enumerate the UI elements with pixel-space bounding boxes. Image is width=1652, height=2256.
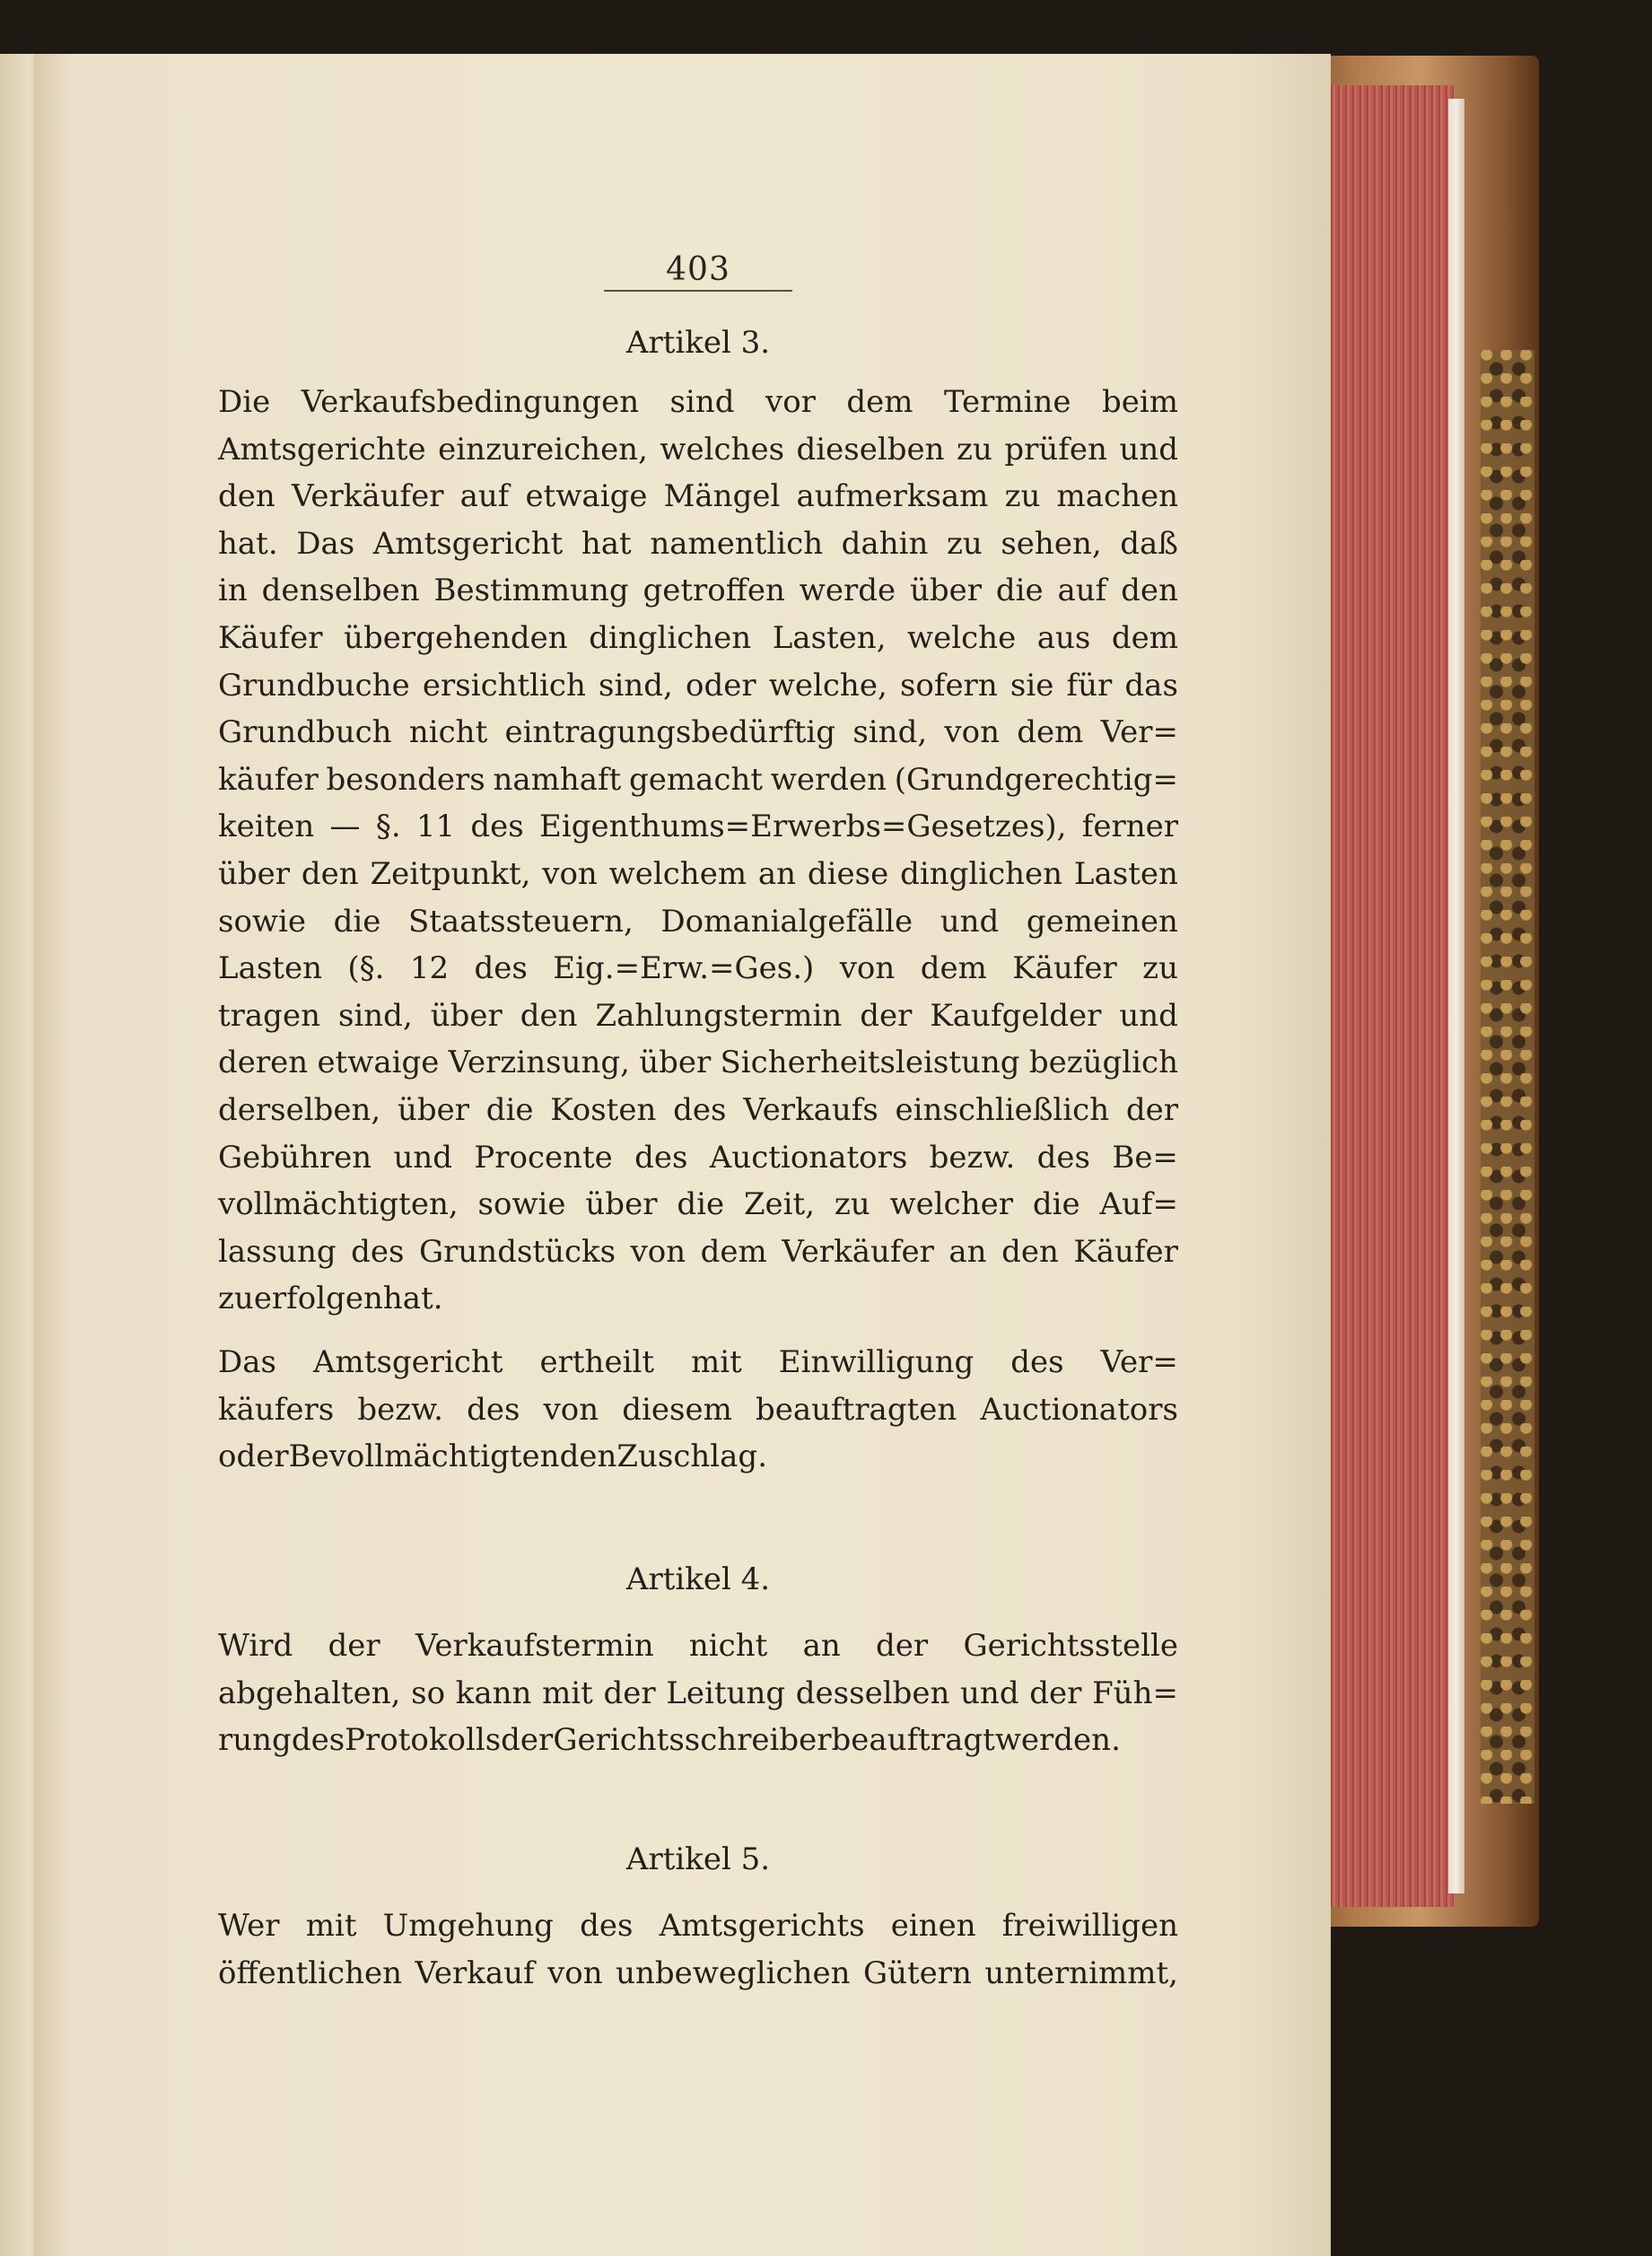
word: Verzinsung,	[448, 1045, 630, 1081]
word: Mängel	[663, 478, 781, 515]
word: sind,	[852, 714, 928, 751]
word: über	[585, 1186, 658, 1223]
word: diesem	[622, 1391, 732, 1428]
word: Protokolls	[345, 1722, 502, 1759]
word: den	[1001, 1233, 1059, 1270]
word: Amtsgerichte	[218, 431, 426, 468]
word: Amtsgericht	[312, 1344, 503, 1380]
word: des	[580, 1908, 634, 1944]
text-line	[218, 709, 1178, 756]
word: sowie	[218, 903, 307, 940]
word: Das	[218, 1344, 276, 1380]
word: dinglichen	[589, 619, 752, 656]
word: an	[802, 1628, 841, 1664]
word: Lasten	[218, 950, 322, 987]
word: von	[542, 855, 598, 892]
word: etwaige	[317, 1045, 440, 1081]
word: in	[218, 573, 248, 609]
word: Gerichtsschreiber	[553, 1722, 832, 1759]
word: Eigenthums=Erwerbs=Gesetzes),	[539, 809, 1067, 845]
word: Staatssteuern,	[407, 903, 634, 940]
word: von	[944, 714, 1000, 751]
word: vollmächtigten,	[218, 1186, 459, 1223]
text-line	[218, 945, 1178, 992]
text-line	[218, 1433, 1178, 1481]
word: erfolgen	[253, 1281, 383, 1317]
word: werde	[799, 573, 896, 609]
text-line	[218, 379, 1178, 426]
text-line	[218, 1670, 1178, 1718]
word: Lasten	[1073, 855, 1178, 892]
text-line	[218, 473, 1178, 520]
word: des	[474, 950, 528, 987]
word: Wird	[218, 1628, 293, 1664]
word: und	[960, 1675, 1019, 1711]
word: gemacht	[629, 761, 764, 798]
text-line	[218, 851, 1178, 898]
word: Grundstücks	[418, 1233, 616, 1270]
word: zu	[218, 1281, 254, 1317]
word: Verkäufer	[782, 1233, 934, 1270]
word: zu	[834, 1186, 870, 1223]
word: und	[940, 903, 1000, 940]
word: einschließlich	[895, 1091, 1110, 1128]
word: Die	[218, 384, 271, 420]
word: einen	[890, 1908, 976, 1944]
word: unternimmt,	[984, 1954, 1178, 1991]
text-line	[218, 1386, 1178, 1434]
text-line	[218, 1087, 1178, 1134]
marbled-cover-pattern	[1481, 350, 1534, 1804]
word: über	[639, 1045, 712, 1081]
word: einzureichen,	[438, 431, 648, 468]
text-line	[218, 1902, 1178, 1950]
article-5-paragraph-1	[218, 1902, 1178, 1997]
word: sind,	[599, 667, 673, 704]
text-line	[218, 803, 1178, 851]
article-3-paragraph-2	[218, 1339, 1178, 1481]
word: dinglichen	[900, 855, 1063, 892]
word: den	[301, 855, 359, 892]
word: Gerichtsstelle	[963, 1628, 1178, 1664]
word: tragen	[218, 997, 320, 1034]
word: Käufer	[1012, 950, 1117, 987]
word: des	[1036, 1139, 1090, 1176]
word: über	[430, 997, 503, 1034]
word: Umgehung	[382, 1908, 554, 1944]
text-line	[218, 520, 1178, 568]
article-5-heading: Artikel 5.	[625, 1841, 771, 1877]
word: Verkäufer	[291, 478, 444, 515]
word: der	[603, 1675, 656, 1711]
word: zu	[957, 431, 992, 468]
word: den	[520, 997, 578, 1034]
word: Kosten	[550, 1091, 657, 1128]
word: Verkaufstermin	[415, 1628, 654, 1664]
word: §.	[375, 809, 401, 845]
word: besonders	[326, 761, 485, 798]
word: Leitung	[666, 1675, 786, 1711]
word: machen	[1056, 478, 1178, 515]
word: Auf=	[1099, 1186, 1178, 1223]
word: den	[1121, 573, 1178, 609]
word: und	[393, 1139, 453, 1176]
word: Zeit,	[743, 1186, 816, 1223]
word: nicht	[408, 714, 488, 751]
text-line	[218, 567, 1178, 615]
word: und	[1119, 431, 1178, 468]
word: das	[1124, 667, 1178, 704]
text-line	[218, 1039, 1178, 1087]
word: an	[948, 1233, 987, 1270]
word: den	[559, 1438, 617, 1475]
word: Verkaufs	[743, 1091, 878, 1128]
word: eintragungsbedürftig	[504, 714, 836, 751]
word: sind	[669, 384, 735, 420]
word: so	[411, 1675, 446, 1711]
word: öffentlichen	[218, 1954, 403, 1991]
word: dem	[1111, 619, 1178, 656]
word: aus	[1036, 619, 1091, 656]
word: Gebühren	[218, 1139, 372, 1176]
text-line	[218, 1181, 1178, 1229]
word: Ver=	[1100, 714, 1178, 751]
word: Lasten,	[772, 619, 887, 656]
word: der	[876, 1628, 929, 1664]
word: Procente	[474, 1139, 613, 1176]
text-line	[218, 662, 1178, 710]
word: gemeinen	[1026, 903, 1178, 940]
word: Amtsgerichts	[659, 1908, 865, 1944]
word: deren	[218, 1045, 309, 1081]
word: zu	[946, 525, 983, 562]
word: von	[547, 1954, 603, 1991]
word: zu	[1142, 950, 1178, 987]
word: Einwilligung	[778, 1344, 975, 1380]
word: lassung	[218, 1233, 337, 1270]
word: zu	[1004, 478, 1041, 515]
word: des	[1010, 1344, 1064, 1380]
red-page-edges	[1326, 85, 1454, 1907]
text-line	[218, 1275, 1178, 1323]
text-line	[218, 898, 1178, 946]
word: die	[677, 1186, 725, 1223]
text-line	[218, 426, 1178, 474]
word: diese	[807, 855, 889, 892]
word: die	[1032, 1186, 1080, 1223]
word: welchem	[608, 855, 747, 892]
article-4-heading: Artikel 4.	[625, 1561, 771, 1597]
word: für	[1066, 667, 1113, 704]
text-line	[218, 1134, 1178, 1182]
word: derselben,	[218, 1091, 381, 1128]
word: prüfen	[1004, 431, 1107, 468]
word: über	[909, 573, 983, 609]
word: beauftragten	[756, 1391, 957, 1428]
word: von	[630, 1233, 686, 1270]
word: —	[329, 809, 361, 845]
word: Eig.=Erw.=Ges.)	[553, 950, 815, 987]
word: (§.	[347, 950, 385, 987]
word: Bevollmächtigten	[288, 1438, 560, 1475]
word: der	[1029, 1675, 1082, 1711]
word: käufers	[218, 1391, 335, 1428]
word: den	[218, 478, 275, 515]
word: Domanialgefälle	[660, 903, 913, 940]
word: Kaufgelder	[930, 997, 1102, 1034]
word: über	[397, 1091, 469, 1128]
text-line	[218, 1339, 1178, 1386]
word: des	[467, 1391, 520, 1428]
word: oder	[218, 1438, 289, 1475]
word: freiwilligen	[1001, 1908, 1178, 1944]
word: sie	[1010, 667, 1054, 704]
word: Grundbuch	[218, 714, 392, 751]
article-3-heading: Artikel 3.	[625, 325, 771, 361]
word: Käufer	[218, 619, 323, 656]
word: nicht	[688, 1628, 768, 1664]
word: Sicherheitsleistung	[720, 1045, 1020, 1081]
word: dieselben	[796, 431, 945, 468]
word: abgehalten,	[218, 1675, 401, 1711]
word: Wer	[218, 1908, 280, 1944]
word: Auctionators	[980, 1391, 1178, 1428]
word: hat.	[382, 1281, 443, 1317]
word: auf	[459, 478, 510, 515]
word: etwaige	[525, 478, 648, 515]
word: Amtsgericht	[372, 525, 564, 562]
article-3-paragraph-1	[218, 379, 1178, 1323]
word: denselben	[261, 573, 420, 609]
word: Auctionators	[709, 1139, 908, 1176]
word: mit	[305, 1908, 357, 1944]
word: kann	[455, 1675, 532, 1711]
page-number-rule	[604, 290, 792, 292]
word: Termine	[943, 384, 1071, 420]
word: Bestimmung	[433, 573, 629, 609]
word: dem	[920, 950, 987, 987]
word: getroffen	[642, 573, 785, 609]
word: mit	[690, 1344, 742, 1380]
text-line	[218, 1717, 1178, 1764]
text-line	[218, 615, 1178, 662]
text-line	[218, 1622, 1178, 1670]
word: ferner	[1081, 809, 1178, 845]
word: sind,	[337, 997, 413, 1034]
word: ersichtlich	[422, 667, 586, 704]
word: welche	[907, 619, 1017, 656]
word: von	[839, 950, 896, 987]
word: Zeitpunkt,	[370, 855, 531, 892]
word: der	[501, 1722, 554, 1759]
word: Käufer	[1073, 1233, 1178, 1270]
text-line	[218, 756, 1178, 804]
word: des	[291, 1722, 345, 1759]
word: hat	[581, 525, 632, 562]
word: dem	[1017, 714, 1084, 751]
word: Ver=	[1100, 1344, 1178, 1380]
word: keiten	[218, 809, 315, 845]
word: oder	[686, 667, 756, 704]
word: die	[333, 903, 381, 940]
word: beim	[1101, 384, 1178, 420]
word: hat.	[218, 525, 278, 562]
word: sehen,	[1001, 525, 1102, 562]
word: der	[860, 997, 913, 1034]
word: Füh=	[1092, 1675, 1178, 1711]
word: vor	[765, 384, 816, 420]
word: desselben	[795, 1675, 950, 1711]
word: Zuschlag.	[616, 1438, 768, 1475]
word: aufmerksam	[796, 478, 989, 515]
word: und	[1119, 997, 1178, 1034]
word: sowie	[477, 1186, 566, 1223]
word: des	[673, 1091, 727, 1128]
word: käufer	[218, 761, 319, 798]
word: des	[351, 1233, 405, 1270]
word: beauftragt	[831, 1722, 995, 1759]
word: bezw.	[929, 1139, 1016, 1176]
word: namentlich	[650, 525, 824, 562]
word: von	[543, 1391, 599, 1428]
word: übergehenden	[344, 619, 568, 656]
word: welcher	[889, 1186, 1013, 1223]
word: namhaft	[493, 761, 622, 798]
word: dem	[846, 384, 913, 420]
word: sofern	[899, 667, 998, 704]
word: bezüglich	[1028, 1045, 1178, 1081]
word: ertheilt	[539, 1344, 654, 1380]
word: daß	[1120, 525, 1178, 562]
word: unbeweglichen	[616, 1954, 851, 1991]
word: werden	[770, 761, 887, 798]
word: auf	[1057, 573, 1107, 609]
word: Zahlungstermin	[595, 997, 843, 1034]
word: 11	[415, 809, 456, 845]
text-line	[218, 1950, 1178, 1998]
word: über	[218, 855, 291, 892]
book-page	[34, 54, 1331, 2256]
word: der	[1125, 1091, 1178, 1128]
word: Verkaufsbedingungen	[301, 384, 640, 420]
word: bezw.	[357, 1391, 443, 1428]
word: Grundbuche	[218, 667, 410, 704]
text-line	[218, 1229, 1178, 1276]
word: 12	[409, 950, 450, 987]
word: (Grundgerechtig=	[894, 761, 1178, 798]
word: Verkauf	[415, 1954, 535, 1991]
page-edge-highlight	[1448, 99, 1464, 1893]
word: welche,	[768, 667, 887, 704]
word: werden.	[994, 1722, 1121, 1759]
word: mit	[542, 1675, 593, 1711]
text-line	[218, 992, 1178, 1040]
word: rung	[218, 1722, 292, 1759]
word: die	[485, 1091, 534, 1128]
word: die	[995, 573, 1044, 609]
article-4-paragraph-1	[218, 1622, 1178, 1764]
word: welches	[660, 431, 785, 468]
word: an	[757, 855, 797, 892]
word: Be=	[1112, 1139, 1178, 1176]
word: dahin	[841, 525, 929, 562]
word: Das	[296, 525, 355, 562]
word: dem	[700, 1233, 767, 1270]
word: der	[328, 1628, 380, 1664]
word: Gütern	[862, 1954, 972, 1991]
word: des	[634, 1139, 688, 1176]
page-number: 403	[666, 251, 730, 288]
word: des	[470, 809, 524, 845]
